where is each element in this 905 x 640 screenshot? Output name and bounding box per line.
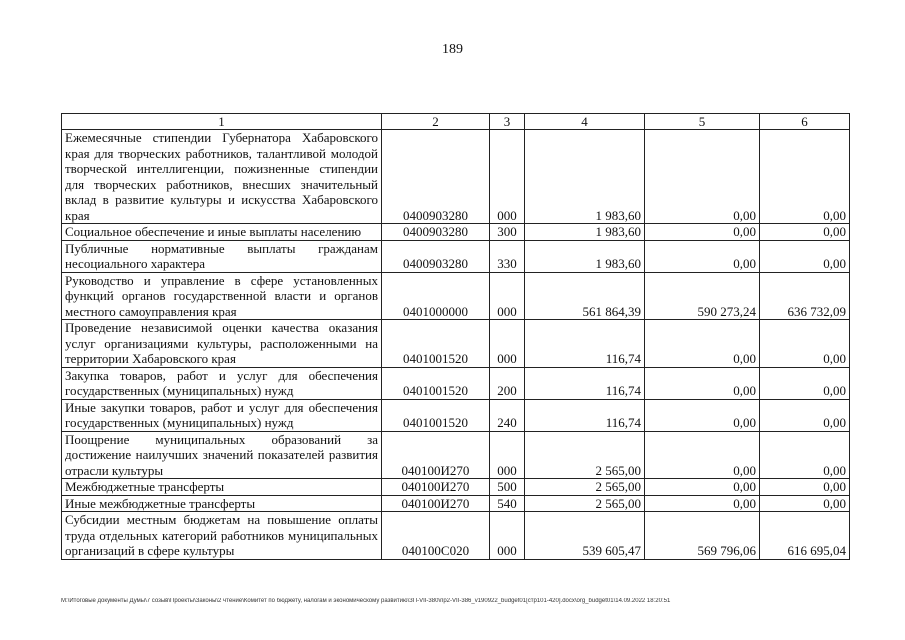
row-2024-cell: 0,00 (760, 367, 850, 399)
row-vr-cell: 000 (490, 320, 525, 368)
row-name-cell: Субсидии местным бюджетам на повышение оплаты труда отдельных категорий работников муниципальных организаций в сфере культуры (62, 512, 382, 560)
column-header-2022: 4 (525, 114, 645, 130)
row-2022-cell: 116,74 (525, 320, 645, 368)
table-row (62, 320, 850, 368)
row-vr-cell: 200 (490, 367, 525, 399)
table-row (62, 240, 850, 272)
row-2022-cell: 2 565,00 (525, 431, 645, 479)
document-path-footer: M:\Итоговые документы Думы\7 созыв\Проекты\Законы\2 чтение\Комитет по бюджету, налогам и экономическому развитию\ЗП-VII-380\пр2-VII-386_v190922_budget01[стр101-420].docx\org_budget01\14.09.2022 18:20:51 (61, 598, 671, 604)
row-name-cell: Социальное обеспечение и иные выплаты населению (62, 224, 382, 241)
row-name-cell: Иные межбюджетные трансферты (62, 495, 382, 512)
row-2024-cell: 0,00 (760, 130, 850, 224)
row-csr-cell: 0401000000 (382, 272, 490, 320)
column-header-2024: 6 (760, 114, 850, 130)
row-2022-cell: 539 605,47 (525, 512, 645, 560)
row-vr-cell: 240 (490, 399, 525, 431)
row-vr-cell: 330 (490, 240, 525, 272)
row-2023-cell: 0,00 (645, 240, 760, 272)
row-name-cell: Ежемесячные стипендии Губернатора Хабаровского края для творческих работников, талантливой молодой творческой интеллигенции, пожизненные стипендии для творческих работников, внесших значительный вклад в развитие культуры и искусства Хабаровского края (62, 130, 382, 224)
table-row (62, 479, 850, 496)
row-csr-cell: 040100С020 (382, 512, 490, 560)
row-2022-cell: 1 983,60 (525, 224, 645, 241)
row-2024-cell: 0,00 (760, 240, 850, 272)
row-csr-cell: 0401001520 (382, 399, 490, 431)
row-2023-cell: 0,00 (645, 367, 760, 399)
row-vr-cell: 000 (490, 431, 525, 479)
row-2022-cell: 561 864,39 (525, 272, 645, 320)
row-csr-cell: 0400903280 (382, 240, 490, 272)
row-2023-cell: 569 796,06 (645, 512, 760, 560)
row-name-cell: Публичные нормативные выплаты гражданам несоциального характера (62, 240, 382, 272)
row-2024-cell: 0,00 (760, 224, 850, 241)
row-2024-cell: 636 732,09 (760, 272, 850, 320)
row-vr-cell: 000 (490, 512, 525, 560)
row-2023-cell: 0,00 (645, 431, 760, 479)
table-row (62, 512, 850, 560)
row-name-cell: Руководство и управление в сфере установленных функций органов государственной власти и органов местного самоуправления края (62, 272, 382, 320)
budget-table (61, 113, 850, 560)
row-name-cell: Межбюджетные трансферты (62, 479, 382, 496)
row-csr-cell: 040100И270 (382, 495, 490, 512)
row-2022-cell: 116,74 (525, 399, 645, 431)
row-csr-cell: 0401001520 (382, 320, 490, 368)
row-2024-cell: 0,00 (760, 431, 850, 479)
row-2023-cell: 0,00 (645, 495, 760, 512)
page-number: 189 (442, 42, 463, 57)
row-2024-cell: 616 695,04 (760, 512, 850, 560)
table-row (62, 431, 850, 479)
row-2024-cell: 0,00 (760, 320, 850, 368)
column-header-vr: 3 (490, 114, 525, 130)
column-header-2023: 5 (645, 114, 760, 130)
row-name-cell: Поощрение муниципальных образований за достижение наилучших значений показателей развития отрасли культуры (62, 431, 382, 479)
table-row (62, 367, 850, 399)
row-name-cell: Закупка товаров, работ и услуг для обеспечения государственных (муниципальных) нужд (62, 367, 382, 399)
column-header-csr: 2 (382, 114, 490, 130)
row-vr-cell: 500 (490, 479, 525, 496)
row-csr-cell: 0400903280 (382, 130, 490, 224)
row-2022-cell: 1 983,60 (525, 130, 645, 224)
column-header-name: 1 (62, 114, 382, 130)
row-2022-cell: 1 983,60 (525, 240, 645, 272)
row-vr-cell: 540 (490, 495, 525, 512)
table-row (62, 272, 850, 320)
table-row (62, 495, 850, 512)
row-vr-cell: 000 (490, 130, 525, 224)
row-2024-cell: 0,00 (760, 399, 850, 431)
row-2023-cell: 0,00 (645, 224, 760, 241)
table-row (62, 399, 850, 431)
row-csr-cell: 0400903280 (382, 224, 490, 241)
row-vr-cell: 300 (490, 224, 525, 241)
row-2022-cell: 116,74 (525, 367, 645, 399)
row-2024-cell: 0,00 (760, 479, 850, 496)
row-name-cell: Проведение независимой оценки качества оказания услуг организациями культуры, расположенными на территории Хабаровского края (62, 320, 382, 368)
row-2023-cell: 0,00 (645, 479, 760, 496)
row-vr-cell: 000 (490, 272, 525, 320)
row-2022-cell: 2 565,00 (525, 479, 645, 496)
table-header-row (62, 114, 850, 130)
row-2022-cell: 2 565,00 (525, 495, 645, 512)
row-2023-cell: 0,00 (645, 399, 760, 431)
row-2024-cell: 0,00 (760, 495, 850, 512)
row-2023-cell: 0,00 (645, 320, 760, 368)
row-csr-cell: 040100И270 (382, 479, 490, 496)
row-csr-cell: 0401001520 (382, 367, 490, 399)
row-name-cell: Иные закупки товаров, работ и услуг для обеспечения государственных (муниципальных) нужд (62, 399, 382, 431)
row-2023-cell: 590 273,24 (645, 272, 760, 320)
table-row (62, 224, 850, 241)
table-row (62, 130, 850, 224)
row-csr-cell: 040100И270 (382, 431, 490, 479)
row-2023-cell: 0,00 (645, 130, 760, 224)
